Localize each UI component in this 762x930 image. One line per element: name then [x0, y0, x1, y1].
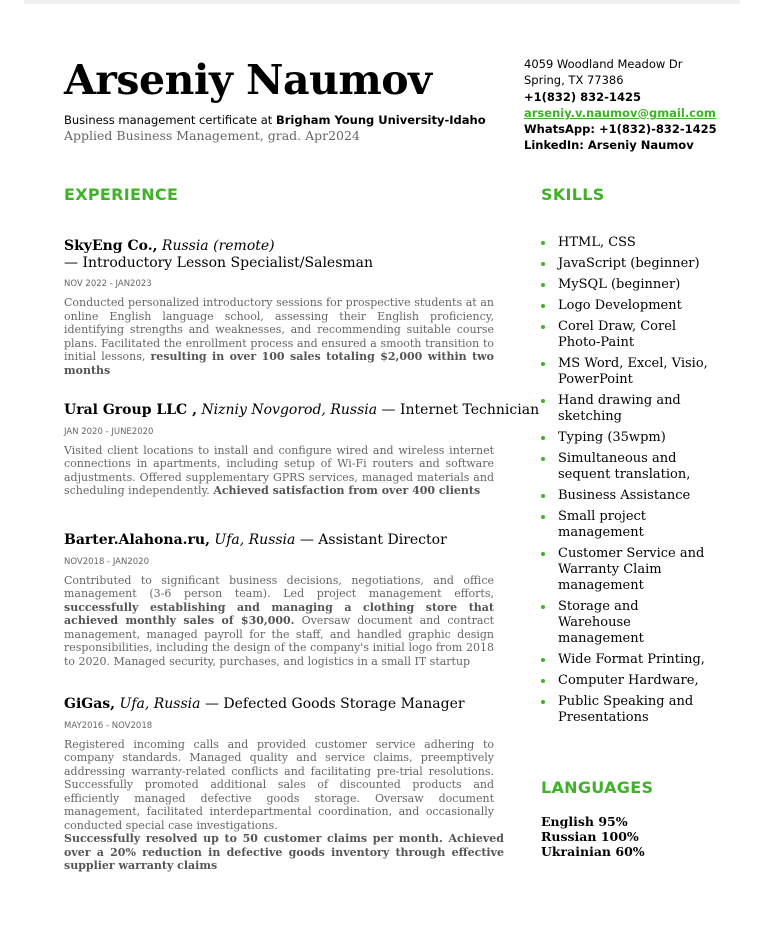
- skills-heading: SKILLS: [541, 185, 605, 204]
- email-link[interactable]: arseniy.v.naumov@gmail.com: [524, 105, 716, 120]
- skill-item: Typing (35wpm): [541, 430, 741, 446]
- phone: +1(832) 832-1425: [524, 89, 641, 104]
- job-desc-text: Contributed to significant business decisions, negotiations, and office management (3-6 person team). Led project management efforts,: [64, 573, 494, 600]
- job-description: [64, 444, 494, 498]
- skill-item: Public Speaking and Presentations: [541, 694, 698, 726]
- contact-block: [524, 56, 717, 154]
- job-desc-text: Conducted personalized introductory sessions for prospective students at an online English language school, assessing their English proficiency, identifying strengths and weaknesses, and recommending suitable course plans. Facilitated the enrollment process and ensured a smooth transition to initial lessons,: [64, 296, 494, 363]
- job-desc-text: Visited client locations to install and configure wired and wireless internet connections in apartments, including setup of Wi-Fi routers and software adjustments. Offered supplementary GPRS services, managed materials and scheduling independently.: [64, 443, 494, 497]
- degree-line: Applied Business Management, grad. Apr2024: [64, 128, 360, 143]
- linkedin: LinkedIn: Arseniy Naumov: [524, 138, 694, 153]
- skill-item: Computer Hardware,: [541, 673, 741, 689]
- language-item: Russian 100%: [541, 829, 639, 844]
- job-role: — Internet Technician: [381, 402, 540, 418]
- experience-heading: EXPERIENCE: [64, 185, 179, 204]
- skills-list: [541, 235, 741, 731]
- job-highlight: resulting in over 100 sales totaling $2,000 within two months: [64, 350, 494, 377]
- certificate-prefix: Business management certificate at: [64, 113, 276, 127]
- languages-list: [541, 814, 645, 859]
- skill-item: MySQL (beginner): [541, 277, 741, 293]
- job-dates: JAN 2020 - JUNE2020: [64, 426, 154, 437]
- language-item: English 95%: [541, 814, 628, 829]
- skill-item: Small project management: [541, 509, 658, 541]
- job-dates: NOV2018 - JAN2020: [64, 556, 149, 567]
- certificate-line: [64, 113, 486, 127]
- address-line-1: 4059 Woodland Meadow Dr: [524, 57, 683, 71]
- top-divider: [24, 0, 740, 4]
- job-highlight: successfully establishing and managing a clothing store that achieved monthly sales of $30,000.: [64, 600, 494, 627]
- language-item: Ukrainian 60%: [541, 844, 645, 859]
- job-entry: [64, 696, 504, 873]
- address-line-2: Spring, TX 77386: [524, 73, 624, 88]
- job-location: Russia (remote): [161, 238, 275, 254]
- skill-item: HTML, CSS: [541, 235, 741, 251]
- job-company: Barter.Alahona.ru,: [64, 532, 210, 548]
- job-role: — Introductory Lesson Specialist/Salesman: [64, 254, 374, 271]
- languages-heading: LANGUAGES: [541, 778, 654, 797]
- skill-item: JavaScript (beginner): [541, 256, 741, 272]
- job-title-line: [64, 402, 540, 419]
- job-description: Registered incoming calls and provided customer service adhering to company standards. Managed quality and service claims, preemptively addressing warranty-related conflicts and facilitating pre-trial resolutions. Successfully promoted additional sales of discounted products and efficiently managed defective goods storage. Oversaw document management, facilitated interdepartmental coordination, and occasionally conducted special case investigations.: [64, 737, 494, 832]
- job-highlight: Achieved satisfaction from over 400 clients: [213, 484, 481, 497]
- job-role: — Assistant Director: [299, 532, 447, 548]
- job-title-line: [64, 238, 494, 255]
- candidate-name: Arseniy Naumov: [64, 56, 432, 104]
- job-location: Ufa, Russia: [214, 532, 296, 548]
- certificate-school: Brigham Young University-Idaho: [275, 113, 486, 127]
- skill-item: Storage and Warehouse management: [541, 599, 658, 647]
- job-title-line: [64, 532, 494, 549]
- job-role: — Defected Goods Storage Manager: [204, 696, 465, 712]
- skill-item: Logo Development: [541, 298, 741, 314]
- job-entry: [64, 238, 494, 377]
- job-location: Nizniy Novgorod, Russia: [201, 402, 378, 418]
- skill-item: MS Word, Excel, Visio, PowerPoint: [541, 356, 708, 388]
- skill-item: Corel Draw, Corel Photo-Paint: [541, 319, 688, 351]
- job-location: Ufa, Russia: [119, 696, 201, 712]
- skill-item: Hand drawing and sketching: [541, 393, 688, 425]
- skill-item: Wide Format Printing,: [541, 652, 741, 668]
- job-company: Ural Group LLC ,: [64, 402, 197, 418]
- job-highlight: Successfully resolved up to 50 customer claims per month. Achieved over a 20% reduction in defective goods inventory through effective supplier warranty claims: [64, 832, 504, 872]
- whatsapp: WhatsApp: +1(832)-832-1425: [524, 122, 717, 137]
- job-description: [64, 574, 494, 669]
- skill-item: Customer Service and Warranty Claim management: [541, 546, 708, 594]
- job-dates: MAY2016 - NOV2018: [64, 720, 153, 731]
- skill-item: Business Assistance: [541, 488, 741, 504]
- job-company: SkyEng Co.,: [64, 238, 158, 254]
- job-dates: NOV 2022 - JAN2023: [64, 279, 152, 289]
- job-desc-after: Oversaw document and contract management, managed payroll for the staff, and handled graphic design responsibilities, including the design of the company's initial logo from 2018 to 2020. Managed security, purchases, and logistics in a small IT startup: [64, 614, 495, 668]
- job-entry: [64, 402, 540, 498]
- job-title-line: [64, 696, 504, 713]
- skill-item: Simultaneous and sequent translation,: [541, 451, 693, 483]
- job-entry: [64, 532, 494, 668]
- job-company: GiGas,: [64, 696, 116, 712]
- job-description: [64, 296, 494, 377]
